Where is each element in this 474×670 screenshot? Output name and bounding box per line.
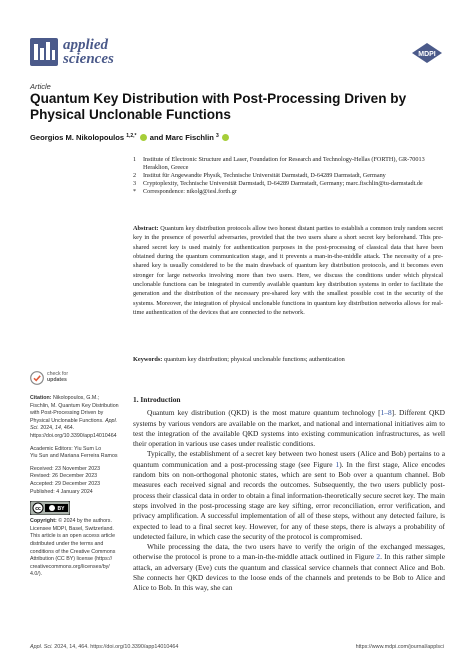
- citation-doi[interactable]: , 464. https://doi.org/10.3390/app14010464: [30, 425, 117, 439]
- figure-link[interactable]: 2: [376, 552, 381, 562]
- abstract-label: Abstract:: [133, 225, 159, 232]
- affiliation-text: Correspondence: nikolg@iesl.forth.gr: [143, 188, 237, 195]
- check-updates-label: [47, 372, 68, 383]
- author-connector: and: [149, 133, 166, 142]
- citation-text: Nikolopoulos, G.M.; Fischlin, M. Quantum Key Distribution with Post-Processing Driven by Physical Unclonable Functions.: [30, 395, 119, 424]
- check-updates-line1: check for: [47, 371, 69, 378]
- footer-citation: [30, 644, 178, 650]
- check-updates-button[interactable]: [30, 370, 120, 386]
- keywords: [133, 355, 443, 364]
- keywords-label: Keywords:: [133, 356, 163, 363]
- paragraph-text: . In this rather simple attack, an adversary (Eve) cuts the quantum and classical service channels that connect Alice and Bob. She connects her QKD devices to the loose ends of the channels and pretends to be Bob to Alice and Alice to Bob. In this way, she can: [133, 552, 446, 593]
- paragraph-text: Typically, the establishment of a secret key between two honest users (Alice and Bob) pertains to a quantum communication and a post-processing stage (see Figure: [133, 449, 445, 469]
- citation: [30, 395, 120, 441]
- main-body: [133, 395, 445, 594]
- date-accepted: Accepted: 29 December 2023: [30, 480, 101, 487]
- editors-label: Academic Editors: Yiu Sum Lo: [30, 445, 102, 452]
- dates: [30, 466, 120, 496]
- mdpi-logo-icon[interactable]: [410, 42, 444, 64]
- author-affil-marks: 3: [216, 133, 219, 139]
- author-name[interactable]: Georgios M. Nikolopoulos: [30, 133, 125, 142]
- journal-name-line1: applied: [63, 37, 108, 53]
- affiliation-mark: *: [133, 188, 137, 195]
- journal-header: [30, 38, 444, 72]
- affiliation-row: [133, 188, 443, 196]
- footer-journal: Appl. Sci.: [30, 644, 53, 650]
- affiliation-mark: 1: [133, 156, 137, 163]
- journal-name: [63, 38, 114, 66]
- sidebar: [30, 370, 120, 584]
- paragraph: [133, 449, 445, 542]
- date-revised: Revised: 26 December 2023: [30, 473, 98, 480]
- affiliation-row: [133, 156, 443, 172]
- footer-journal-url[interactable]: https://www.mdpi.com/journal/applsci: [355, 644, 444, 650]
- svg-text:BY: BY: [57, 506, 65, 513]
- copyright-label: Copyright:: [30, 518, 57, 525]
- affiliation-row: [133, 172, 443, 180]
- check-updates-line2: updates: [47, 377, 67, 383]
- author-name[interactable]: Marc Fischlin: [165, 133, 214, 142]
- author-affil-marks: 1,2,*: [126, 133, 137, 139]
- keywords-text: quantum key distribution; physical unclonable functions; authentication: [162, 356, 345, 363]
- paragraph-text: Quantum key distribution (QKD) is the most mature quantum technology [: [147, 408, 381, 418]
- academic-editors: [30, 446, 120, 461]
- orcid-icon[interactable]: [222, 134, 229, 141]
- affiliations: [133, 156, 443, 196]
- article-title: Quantum Key Distribution with Post-Processing Driven by Physical Unclonable Functions: [30, 91, 407, 122]
- abstract-text: Quantum key distribution protocols allow two honest distant parties to establish a common truly random secret key in the presence of powerful adversaries, provided that the two users share a short secret key beforehand. This pre-shared secret key is used mainly for authentication purposes in the post-processing of classical data that have been obtained during the quantum communication stage, and it prevents a man-in-the-middle attack. The necessity of a pre-shared key is usually considered to be the main drawback of quantum key distribution protocols, and it becomes even stronger for large networks involving more than two users. Here, we discuss the conditions under which physical unclonable functions can be integrated in currently available quantum key distribution systems in order to facilitate the generation and the distribution of the necessary pre-shared key with the smallest possible cost in the security of the systems. Moreover, the integration of physical unclonable functions in quantum key distribution networks allows for real-time authentication of the devices that are connected to the network.: [133, 225, 443, 317]
- citation-year: 2024,: [38, 425, 56, 432]
- affiliation-text: Institut für Angewandte Physik, Technische Universität Darmstadt, D-64289 Darmstadt, Germany: [143, 172, 386, 179]
- reference-link[interactable]: 1–8: [380, 408, 392, 418]
- paragraph: [133, 542, 445, 593]
- affiliation-text: Cryptoplexity, Technische Universität Darmstadt, D-64289 Darmstadt, Germany; marc.fischlin@tu-darmstadt.de: [143, 180, 423, 187]
- affiliation-row: [133, 180, 443, 188]
- page-footer: [30, 644, 444, 650]
- article-type: Article: [30, 82, 51, 91]
- date-published: Published: 4 January 2024: [30, 488, 93, 495]
- applied-sciences-logo-icon: [30, 38, 58, 66]
- paragraph-text: ). In the first stage, Alice encodes random bits on non-orthogonal photonic states, which are sent to Bob over a quantum channel. Bob measures each received signal and records the outcomes. Subsequently, the two users publicly post-process their classical data in order to obtain a final information-theoretically secure secret key. The main steps involved in the post-processing stage are key sifting, error reconciliation, error verification, and privacy amplification. A successful implementation of all of these steps, without any detected failure, is expected to lead to a final secret key. However, for any of these steps, there is always a probability of undetected failure, in which case the security of the protocol is compromised.: [133, 459, 446, 541]
- date-received: Received: 23 November 2023: [30, 465, 101, 472]
- copyright-text: © 2024 by the authors. Licensee MDPI, Basel, Switzerland. This article is an open access article distributed under the terms and conditions of the Creative Commons Attribution (CC BY) license (https:// creativecommons.org/licenses/by/ 4.0/).: [30, 518, 116, 578]
- affiliation-text: Institute of Electronic Structure and Laser, Foundation for Research and Technology-Hellas (FORTH), GR-70013 Heraklion, Greece: [143, 156, 425, 171]
- citation-volume: 14: [55, 425, 61, 432]
- abstract: [133, 224, 443, 317]
- affiliation-mark: 2: [133, 172, 137, 179]
- orcid-icon[interactable]: [140, 134, 147, 141]
- author-list: [30, 133, 450, 142]
- paragraph: [133, 408, 445, 449]
- editors-text: Yiu Sun and Mariana Ferreira Ramos: [30, 453, 118, 460]
- paragraph-text: ]. Different QKD systems by various vendors are available on the market, and national and international initiatives aim to test the integration of the available QKD systems into existing communication infrastructures, as well their operation in various use cases under realistic conditions.: [133, 408, 445, 449]
- cc-by-license-icon[interactable]: [30, 501, 70, 515]
- footer-doi[interactable]: 2024, 14, 464. https://doi.org/10.3390/app14010464: [52, 644, 179, 650]
- section-heading: 1. Introduction: [133, 395, 181, 404]
- paragraph-text: While processing the data, the two users have to verify the origin of the exchanged messages, otherwise the protocol is prone to a man-in-the-middle attack outlined in Figure: [133, 542, 445, 562]
- citation-journal: Appl. Sci.: [30, 417, 118, 432]
- copyright: [30, 518, 120, 579]
- affiliation-mark: 3: [133, 180, 137, 187]
- citation-label: Citation:: [30, 395, 52, 401]
- check-updates-icon: [30, 371, 44, 385]
- publisher-name: MDPI: [418, 51, 436, 58]
- svg-text:cc: cc: [35, 506, 41, 513]
- journal-name-line2: sciences: [63, 51, 114, 67]
- figure-link[interactable]: 1: [335, 459, 340, 469]
